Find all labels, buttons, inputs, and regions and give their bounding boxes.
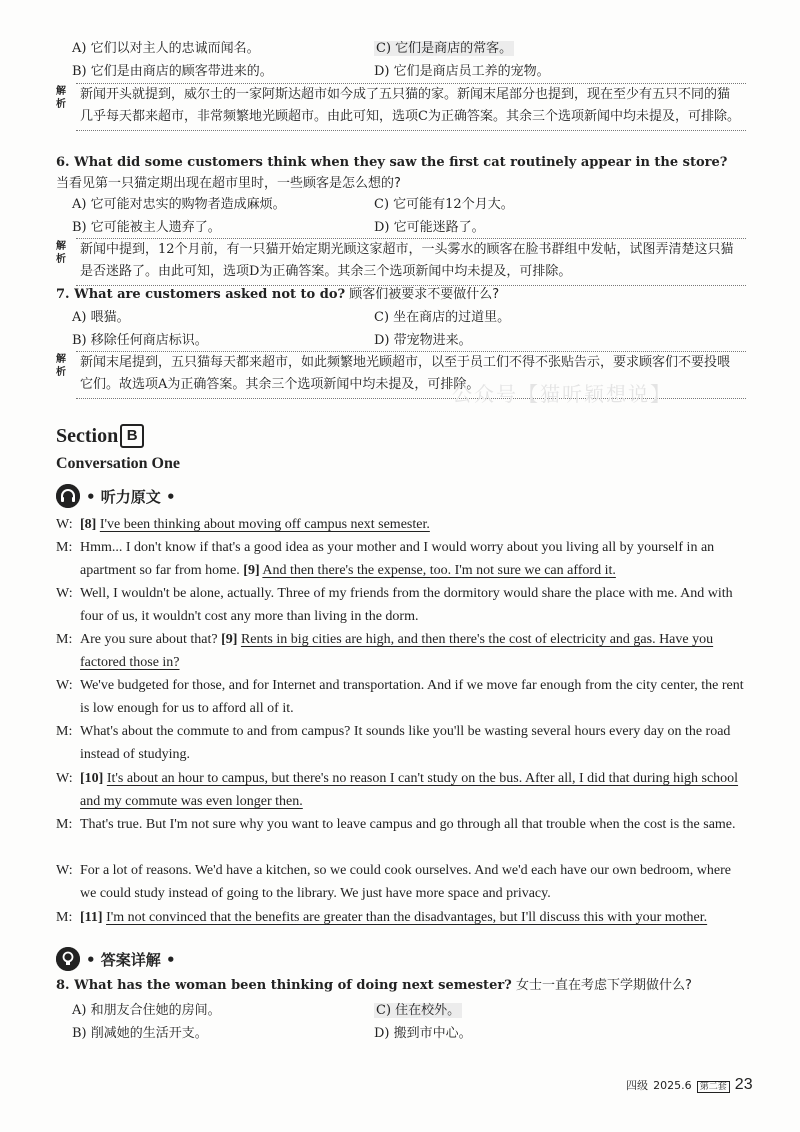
underlined-text: It's about an hour to campus, but there's no reason I can't study on the bus. After all, I did that during high school and my commute was even longer then. (80, 771, 739, 809)
lightbulb-icon (56, 947, 80, 971)
speaker: W: (56, 771, 73, 786)
speaker: W: (56, 586, 73, 601)
page-number: 23 (734, 1076, 753, 1093)
transcript-label: • 听力原文 • (86, 488, 176, 506)
dialogue-text: That's true. But I'm not sure why you want to leave campus and go through all that trouble when the cost is the same. (80, 817, 736, 832)
underlined-text: Rents in big cities are high, and then there's the cost of electricity and gas. Have you factored those in? (80, 632, 714, 670)
footer-issue: 2025.6 (653, 1079, 692, 1092)
underlined-text: I've been thinking about moving off campus next semester. (99, 517, 430, 532)
option-c: C) 它们是商店的常客。 (376, 41, 513, 56)
dialogue-text: For a lot of reasons. We'd have a kitchen, so we could cook ourselves. And we'd each have our own bedroom, where we could study instead of going to the library. We just have more space and privacy. (80, 863, 731, 901)
dialogue-text: We've budgeted for those, and for Internet and transportation. And if we move far enough from the city center, the rent is low enough for us to afford all of it. (80, 678, 744, 716)
dialogue-line (56, 720, 744, 766)
underlined-text: I'm not convinced that the benefits are greater than the disadvantages, but I'll discuss this with your mother. (106, 910, 708, 925)
dialogue-text: Well, I wouldn't be alone, actually. Three of my friends from the dormitory would share the place with me. And with four of us, it wouldn't cost any more than living in the dorm. (80, 586, 733, 624)
dialogue-text: What's about the commute to and from campus? It sounds like you'll be wasting several hours every day on the road instead of studying. (80, 724, 731, 762)
ref-marker: [9] (243, 563, 260, 578)
q6-option-c: C) 它可能有12个月大。 (374, 197, 514, 212)
speaker: W: (56, 863, 73, 878)
footer-tag: 第二套 (697, 1081, 730, 1093)
watermark: 公众号【猫听颖想说】 (452, 382, 672, 406)
question-8 (56, 977, 756, 995)
explanation-tag: 解析 (56, 241, 66, 265)
section-title: Section (56, 425, 119, 447)
dialogue-line (56, 906, 744, 929)
speaker: M: (56, 724, 73, 739)
q7-option-d: D) 带宠物进来。 (374, 333, 472, 348)
question-6-zh: 当看见第一只猫定期出现在超市里时，一些顾客是怎么想的? (56, 176, 401, 191)
question-7 (56, 286, 756, 304)
question-8-zh: 女士一直在考虑下学期做什么? (515, 978, 692, 993)
dialogue-line (56, 628, 744, 674)
dialogue-text: Hmm... I don't know if that's a good idea as your mother and I would worry about you living all by yourself in an apartment so far from home. (80, 540, 715, 578)
q8-option-c: C) 住在校外。 (376, 1003, 461, 1018)
speaker: W: (56, 678, 73, 693)
explanation-tag: 解析 (56, 86, 66, 110)
footer-level: 四级 (626, 1079, 648, 1092)
ref-marker: [9] (221, 632, 238, 647)
speaker: M: (56, 910, 73, 925)
ref-marker: [8] (80, 517, 97, 532)
explanation-text: 新闻开头就提到，威尔士的一家阿斯达超市如今成了五只猫的家。新闻末尾部分也提到，现在至少有五只不同的猫几乎每天都来超市，非常频繁地光顾超市。由此可知，选项C为正确答案。其余三个选项新闻中均未提及，可排除。 (76, 83, 746, 131)
ref-marker: [10] (80, 771, 104, 786)
speaker: M: (56, 540, 73, 555)
dialogue-line (56, 513, 744, 536)
dialogue-line (56, 582, 744, 628)
dialogue-line (56, 813, 744, 836)
q6-option-b: B) 它可能被主人遗弃了。 (72, 220, 221, 235)
q7-option-b: B) 移除任何商店标识。 (72, 333, 208, 348)
q7-option-c: C) 坐在商店的过道里。 (374, 310, 511, 325)
dialogue-line (56, 859, 744, 905)
q6-option-d: D) 它可能迷路了。 (374, 220, 485, 235)
option-b: B) 它们是由商店的顾客带进来的。 (72, 64, 273, 79)
speaker: M: (56, 817, 73, 832)
underlined-text: And then there's the expense, too. I'm not sure we can afford it. (262, 563, 616, 578)
explanation-text: 新闻末尾提到，五只猫每天都来超市，如此频繁地光顾超市，以至于员工们不得不张贴告示，要求顾客们不要投喂它们。故选项A为正确答案。其余三个选项新闻中均未提及，可排除。 (76, 351, 746, 399)
dialogue-line (56, 767, 744, 813)
q8-option-b: B) 削减她的生活开支。 (72, 1026, 208, 1041)
q8-option-a: A) 和朋友合住她的房间。 (72, 1003, 221, 1018)
question-7-en: 7. What are customers asked not to do? (56, 287, 346, 302)
answers-label: • 答案详解 • (86, 951, 176, 969)
ref-marker: [11] (80, 910, 103, 925)
q8-option-d: D) 搬到市中心。 (374, 1026, 472, 1041)
q6-option-a: A) 它可能对忠实的购物者造成麻烦。 (72, 197, 286, 212)
question-6 (56, 154, 756, 193)
option-d: D) 它们是商店员工养的宠物。 (374, 64, 550, 79)
question-7-zh: 顾客们被要求不要做什么? (349, 287, 500, 302)
question-6-en: 6. What did some customers think when they saw the first cat routinely appear in the store? (56, 155, 728, 170)
dialogue-line (56, 674, 744, 720)
q7-option-a: A) 喂猫。 (72, 310, 130, 325)
section-letter: B (120, 424, 144, 448)
explanation-tag: 解析 (56, 354, 66, 378)
dialogue-text: Are you sure about that? (80, 632, 218, 647)
explanation-q6 (56, 238, 746, 286)
conversation-title: Conversation One (56, 455, 180, 472)
headphones-icon (56, 484, 80, 508)
speaker: M: (56, 632, 73, 647)
speaker: W: (56, 517, 73, 532)
question-8-en: 8. What has the woman been thinking of doing next semester? (56, 978, 512, 993)
page-footer (626, 1074, 753, 1094)
section-heading (56, 424, 144, 448)
dialogue-line (56, 536, 744, 582)
explanation-text: 新闻中提到，12个月前，有一只猫开始定期光顾这家超市，一头雾水的顾客在脸书群组中发帖，试图弄清楚这只猫是否迷路了。由此可知，选项D为正确答案。其余三个选项新闻中均未提及，可排除。 (76, 238, 746, 286)
option-a: A) 它们以对主人的忠诚而闻名。 (72, 41, 260, 56)
explanation-q5 (56, 83, 746, 131)
